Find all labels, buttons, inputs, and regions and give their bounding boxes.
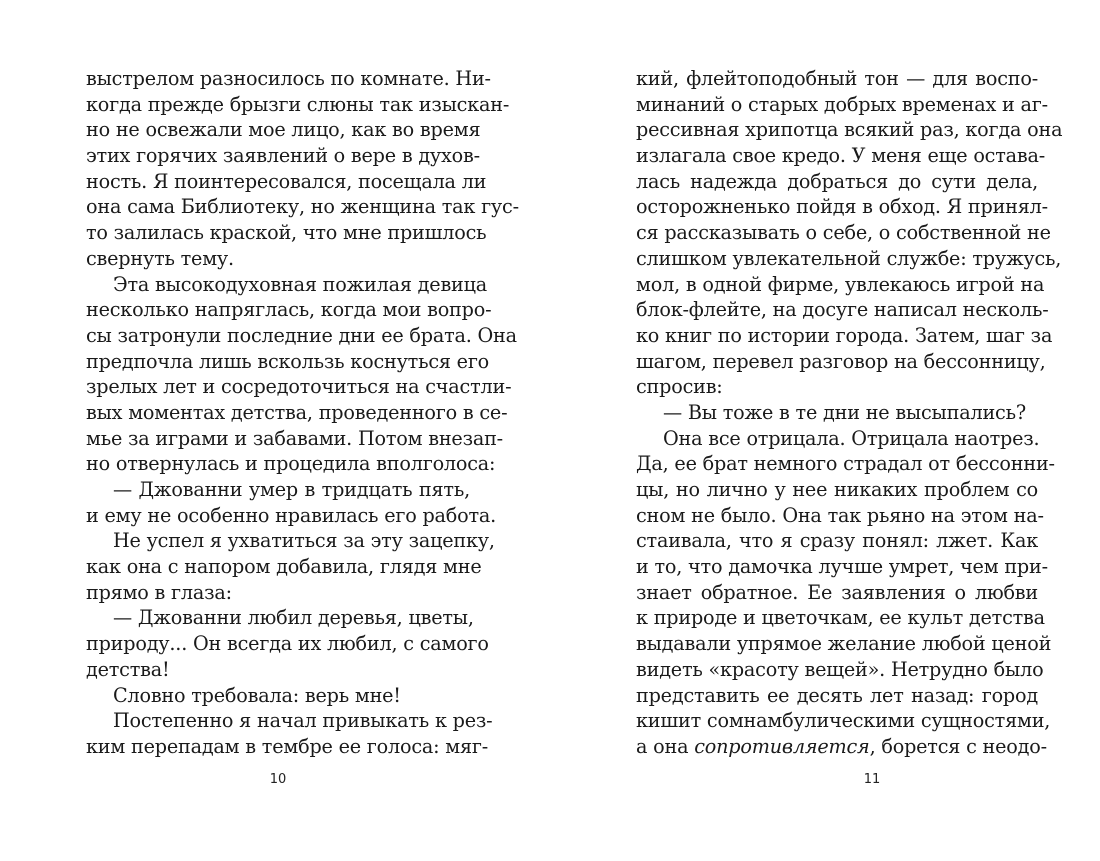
text-line: природу... Он всегда их любил, с самого	[86, 632, 489, 656]
text-line: как она с напором добавила, глядя мне	[86, 555, 482, 579]
page-number-left: 10	[269, 772, 287, 787]
text-line: детства!	[86, 657, 170, 681]
text-line: она сама Библиотеку, но женщина так гус-	[86, 195, 519, 219]
text-line: ким перепадам в тембре ее голоса: мяг-	[86, 734, 489, 758]
right-page-text	[636, 66, 1063, 760]
text-line: но не освежали мое лицо, как во время	[86, 118, 481, 142]
text-line: ся рассказывать о себе, о собственной не	[636, 221, 1051, 245]
text-line: предпочла лишь вскользь коснуться его	[86, 349, 490, 373]
text-line: минаний о старых добрых временах и аг-	[636, 92, 1048, 116]
text-line: этих горячих заявлений о вере в духов-	[86, 144, 480, 168]
text-line: ность. Я поинтересовался, посещала ли	[86, 169, 487, 193]
right-page	[550, 0, 1100, 861]
text-line: Словно требовала: верь мне!	[113, 683, 401, 707]
text-line: представить ее десять лет назад: город	[636, 683, 1038, 707]
text-line: кишит сомнамбулическими сущностями,	[636, 709, 1051, 733]
text-line: прямо в глаза:	[86, 580, 232, 604]
left-page-text	[86, 66, 519, 760]
text-line: осторожненько пойдя в обход. Я принял-	[636, 195, 1048, 219]
text-line: Эта высокодуховная пожилая девица	[113, 272, 488, 296]
text-line: мол, в одной фирме, увлекаюсь игрой на	[636, 272, 1045, 296]
text-line: сы затронули последние дни ее брата. Она	[86, 323, 517, 347]
text-line: кий, флейтоподобный тон — для воспо-	[636, 67, 1038, 90]
text-line: вых моментах детства, проведенного в се-	[86, 400, 508, 424]
text-line: — Джованни умер в тридцать пять,	[113, 478, 470, 501]
text-line: — Вы тоже в те дни не высыпались?	[663, 400, 1026, 424]
text-line: свернуть тему.	[86, 246, 234, 270]
text-line: и то, что дамочка лучше умрет, чем при-	[636, 555, 1048, 579]
text-line: рессивная хрипотца всякий раз, когда она	[636, 118, 1063, 142]
text-line: то залилась краской, что мне пришлось	[86, 221, 487, 245]
text-line: мье за играми и забавами. Потом внезап-	[86, 426, 503, 450]
text-line: но отвернулась и процедила вполголоса:	[86, 452, 496, 476]
text-line-with-emphasis	[636, 734, 1047, 760]
text-line: слишком увлекательной службе: тружусь,	[636, 246, 1062, 270]
text-line: выстрелом разносилось по комнате. Ни-	[86, 67, 491, 90]
text-line: ко книг по истории города. Затем, шаг за	[636, 323, 1053, 347]
text-line: Она все отрицала. Отрицала наотрез.	[663, 426, 1040, 450]
text-line: — Джованни любил деревья, цветы,	[113, 606, 474, 630]
text-line: зрелых лет и сосредоточиться на счастли-	[86, 375, 512, 399]
text-line: Да, ее брат немного страдал от бессонни-	[636, 452, 1055, 476]
text-line: лась надежда добраться до сути дела,	[636, 169, 1038, 193]
page-number-right: 11	[863, 772, 881, 787]
text-line: спросив:	[636, 375, 723, 399]
text-line: сном не было. Она так рьяно на этом на-	[636, 503, 1044, 527]
emphasized-word: сопротивляется	[694, 734, 870, 758]
text-line: видеть «красоту вещей». Нетрудно было	[636, 657, 1044, 681]
text-line: когда прежде брызги слюны так изыскан-	[86, 92, 510, 116]
text-line: цы, но лично у нее никаких проблем со	[636, 478, 1038, 501]
text-line: несколько напряглась, когда мои вопро-	[86, 298, 492, 322]
text-fragment: , борется с неодо-	[869, 734, 1047, 758]
text-line: шагом, перевел разговор на бессонницу,	[636, 349, 1046, 373]
text-line: к природе и цветочкам, ее культ детства	[636, 606, 1045, 630]
text-line: излагала свое кредо. У меня еще остава-	[636, 144, 1046, 168]
text-line: блок-флейте, на досуге написал несколь-	[636, 298, 1049, 322]
text-line: Не успел я ухватиться за эту зацепку,	[113, 529, 495, 553]
text-line: и ему не особенно нравилась его работа.	[86, 503, 497, 527]
text-line: стаивала, что я сразу понял: лжет. Как	[636, 529, 1038, 553]
text-fragment: а она	[636, 734, 695, 758]
text-line: выдавали упрямое желание любой ценой	[636, 632, 1052, 656]
text-line: Постепенно я начал привыкать к рез-	[113, 709, 493, 733]
text-line: знает обратное. Ее заявления о любви	[636, 580, 1038, 604]
